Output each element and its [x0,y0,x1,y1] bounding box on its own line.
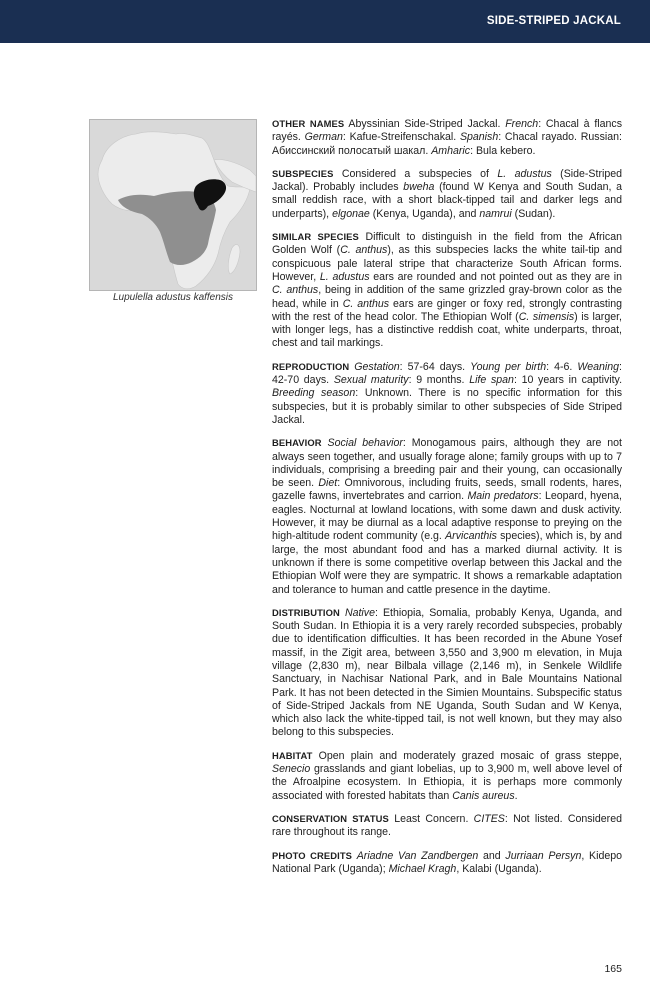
text-run: : Monogamous pairs, although they are not always seen together, and usually forage alone; family groups with up to 7 individuals, comprising a breeding pair and their young, can occasionally be seen. [272,437,623,490]
text-run: and [478,849,506,862]
italic-term: Michael Kragh [388,862,457,875]
italic-term: Diet [318,477,338,490]
italic-term: Native [344,606,375,619]
text-run: : Omnivorous, including fruits, seeds, small rodents, hares, gazelle fawns, invertebrates and carrion. [272,477,622,503]
text-run: : Unknown. There is no specific information for this subspecies, but it is probably similar to other subspecies of Side Striped Jackal. [272,387,623,426]
distribution-map [89,119,257,291]
section-label: OTHER NAMES [272,118,345,129]
text-run: ), as this subspecies lacks the white tail-tip and conspicuous pale lateral stripe that characterize South African forms. However, [272,244,622,283]
text-run: : 42-70 days. [272,360,622,387]
italic-term: CITES [473,812,505,825]
section-subspecies [272,167,622,221]
italic-term: Life span [469,374,514,387]
text-run: (found W Kenya and South Sudan, a small reddish race, with a short black-tipped tail and darker legs and underparts), [272,181,622,220]
italic-term: Main predators [467,490,539,503]
africa-map-graphic [90,120,256,290]
text-run: (Side-Striped Jackal). Probably includes [272,167,622,194]
text-run: , being in addition of the same grizzled gray-brown color as the head, while in [272,284,622,310]
section-similar-species [272,230,622,351]
text-run: , Kidepo National Park (Uganda); [272,849,623,875]
italic-term: Jurriaan Persyn [505,849,582,862]
italic-term: Young per birth [470,360,547,373]
text-run: (Kenya, Uganda), and [369,207,480,220]
text-run: : Not listed. Considered rare throughout its range. [272,812,622,839]
section-behavior [272,436,622,597]
text-run: ) is larger, with longer legs, has a distinctive reddish coat, white underparts, throat, chest and tail markings. [272,310,622,350]
text-run: Abyssinian Side-Striped Jackal. [344,118,506,130]
italic-term: C. simensis [518,310,575,323]
text-run: : Ethiopia, Somalia, probably Kenya, Uganda, and South Sudan. In Ethiopia it is a very rarely recorded subspecies, probably due to identification difficulties. It has been recorded in the Abune Yosef massif, in the Zigit area, between 3,550 and 3,900 m elevation, in Muja village (2,830 m), near Bilbala village (2,146 m), in Senkele Wildlife Sanctuary, in Nachisar National Park, and in Bale Mountains National Park. It has not been detected in the Simien Mountains. Subspecific status of Side-Striped Jackals from NE Uganda, South Sudan and W Kenya, which also lack the white-tipped tail, is not well known, but they may also belong to this subspecies. [272,606,622,739]
section-photo-credits [272,849,622,877]
text-run: species), which is, by and large, the most abundant food and has a marked diurnal activity. It is unknown if there is some competitive overlap between this Jackal and the Ethiopian Wolf were they are sympatric. It shows a remarkable adaptation and tolerance to human and cattle presence in the daytime. [272,530,622,596]
section-habitat [272,749,622,803]
text-run: Least Concern. [388,812,474,825]
text-run: : Bula kebero. [470,144,536,157]
italic-term: French [505,118,539,130]
text-run: : Chacal rayado. Russian: Абиссинский полосатый шакал. [272,131,622,157]
italic-term: Sexual maturity [333,374,409,387]
section-label: REPRODUCTION [272,360,350,372]
map-caption: Lupulella adustus kaffensis [112,292,234,303]
text-run: ears are rounded and not pointed out as they are in [369,270,622,283]
italic-term: C. anthus [342,297,390,310]
text-run: : Kafue-Streifenschakal. [342,131,460,144]
text-run: (Sudan). [511,207,556,220]
section-label: SIMILAR SPECIES [272,231,359,243]
section-label: PHOTO CREDITS [272,849,352,861]
italic-term: Ariadne Van Zandbergen [356,849,479,862]
italic-term: Amharic [431,144,471,157]
italic-term: Spanish [459,131,499,144]
italic-term: Weaning [577,360,620,373]
italic-term: Arvicanthis [445,530,497,543]
species-account-text [272,117,622,885]
italic-term: German [304,131,343,144]
italic-term: C. anthus [272,284,319,297]
text-run: ears are ginger or foxy red, strongly contrasting with the rest of the head color. The Ethiopian Wolf ( [272,297,622,323]
text-run: : 10 years in captivity. [513,374,623,387]
page-header-title: SIDE-STRIPED JACKAL [486,15,621,27]
italic-term: Breeding season [272,387,356,400]
italic-term: L. adustus [319,270,370,283]
section-conservation-status [272,812,622,840]
italic-term: Canis aureus [452,789,515,802]
italic-term: Senecio [272,763,311,776]
text-run: : 4-6. [546,360,578,373]
italic-term: Gestation [354,360,400,373]
italic-term: C. anthus [340,244,388,257]
section-label: DISTRIBUTION [272,606,340,618]
text-run: grasslands and giant lobelias, up to 3,900 m, well above level of the Afroalpine ecosystem. In Ethiopia, it is perhaps more commonly associated with forested habitats than [272,763,622,802]
text-run: : 57-64 days. [399,360,471,373]
text-run: Open plain and moderately grazed mosaic of grass steppe, [312,749,622,762]
section-reproduction [272,360,622,427]
italic-term: elgonae [332,207,370,220]
italic-term: namrui [479,207,512,220]
section-label: BEHAVIOR [272,437,322,449]
text-run: : Chacal à flancs rayés. [272,118,622,144]
text-run: Difficult to distinguish in the field from the African Golden Wolf ( [272,231,622,257]
text-run: Considered a subspecies of [333,167,498,180]
section-other-names [272,117,622,158]
text-run: , Kalabi (Uganda). [456,862,542,875]
italic-term: Social behavior [327,437,403,450]
section-label: SUBSPECIES [272,167,334,179]
text-run: : Leopard, hyena, eagles. Nocturnal at lowland locations, with some dawn and dusk activity. However, it may be diurnal as a local adaptive response to preying on the high-altitude rodent community (e.g. [272,490,622,543]
text-run: . [514,789,518,802]
page-number: 165 [604,963,622,975]
italic-term: L. adustus [497,167,552,180]
section-distribution [272,606,622,740]
text-run: : 9 months. [408,374,470,387]
section-label: HABITAT [272,749,313,761]
header-band [0,0,650,43]
section-label: CONSERVATION STATUS [272,812,389,824]
italic-term: bweha [403,181,435,194]
